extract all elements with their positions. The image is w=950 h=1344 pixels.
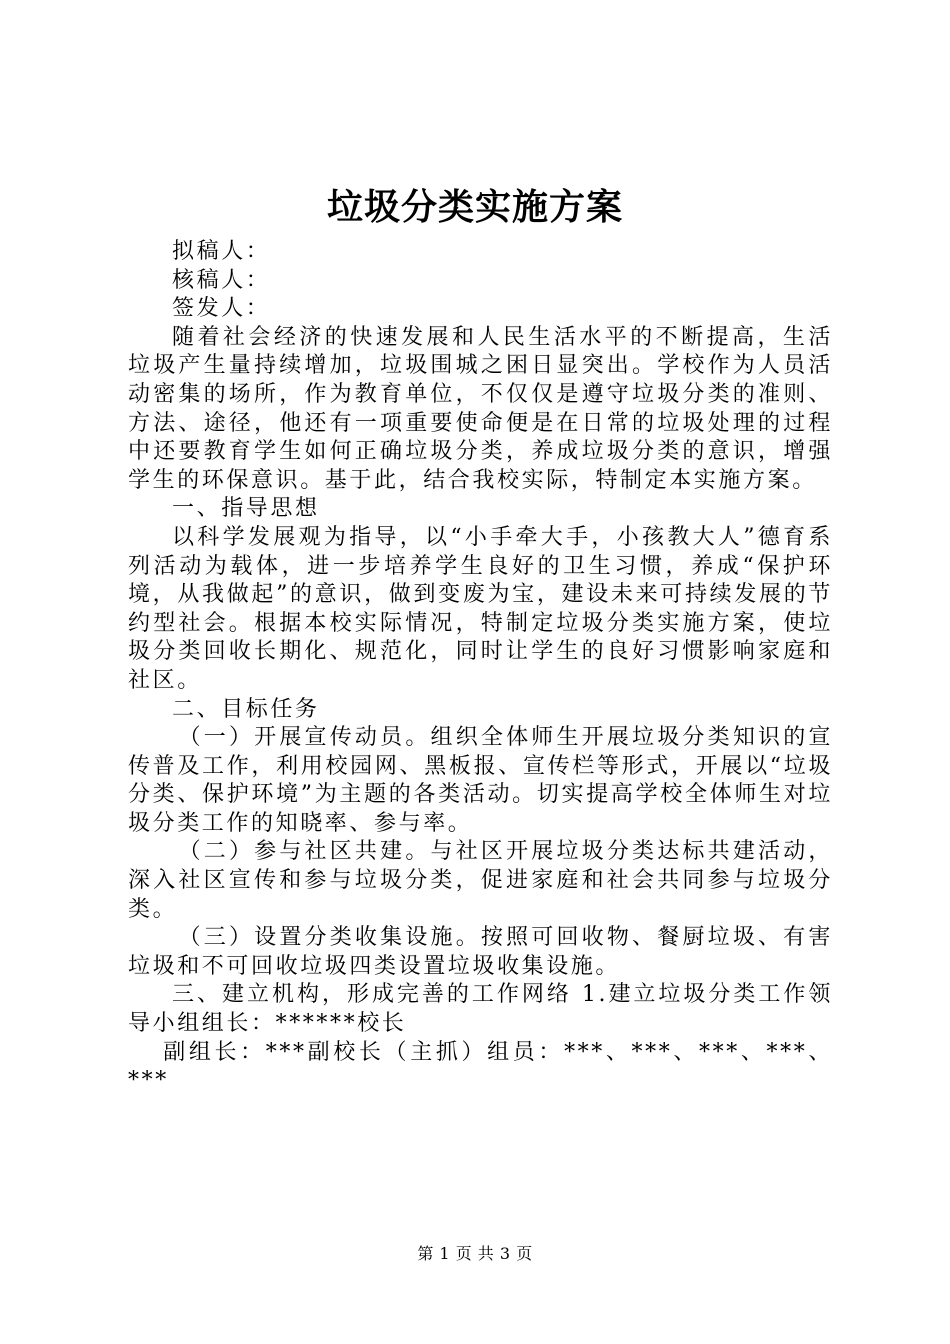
task-paragraph-3: （三）设置分类收集设施。按照可回收物、餐厨垃圾、有害垃圾和不可回收垃圾四类设置垃圾收集设施。 (128, 925, 833, 979)
section-heading-guiding: 一、指导思想 (172, 496, 320, 522)
document-body (128, 238, 833, 1096)
page-footer: 第 1 页 共 3 页 (417, 1244, 533, 1263)
signer-line: 签发人： (172, 296, 271, 322)
reviewer-line: 核稿人： (172, 267, 271, 293)
drafter-line: 拟稿人： (172, 239, 271, 264)
deputy-leader-line: 副组长：***副校长（主抓）组员：***、***、***、***、*** (128, 1039, 833, 1094)
guiding-paragraph: 以科学发展观为指导，以“小手牵大手，小孩教大人”德育系列活动为载体，进一步培养学生良好的卫生习惯，养成“保护环境，从我做起”的意识，做到变废为宝，建设未来可持续发展的节约型社会。根据本校实际情况，特制定垃圾分类实施方案，使垃圾分类回收长期化、规范化，同时让学生的良好习惯影响家庭和社区。 (128, 524, 833, 693)
task-paragraph-2: （二）参与社区共建。与社区开展垃圾分类达标共建活动，深入社区宣传和参与垃圾分类，促进家庭和社会共同参与垃圾分类。 (128, 839, 833, 922)
document-title: 垃圾分类实施方案 (326, 186, 623, 228)
section-heading-organization: 三、建立机构，形成完善的工作网络 1.建立垃圾分类工作领导小组组长：******校长 (128, 982, 833, 1037)
task-paragraph-1: （一）开展宣传动员。组织全体师生开展垃圾分类知识的宣传普及工作，利用校园网、黑板报、宣传栏等形式，开展以“垃圾分类、保护环境”为主题的各类活动。切实提高学校全体师生对垃圾分类工作的知晓率、参与率。 (128, 725, 833, 836)
intro-paragraph: 随着社会经济的快速发展和人民生活水平的不断提高，生活垃圾产生量持续增加，垃圾围城之困日显突出。学校作为人员活动密集的场所，作为教育单位，不仅仅是遵守垃圾分类的准则、方法、途径，他还有一项重要使命便是在日常的垃圾处理的过程中还要教育学生如何正确垃圾分类，养成垃圾分类的意识，增强学生的环保意识。基于此，结合我校实际，特制定本实施方案。 (128, 324, 833, 493)
section-heading-goals: 二、目标任务 (172, 696, 320, 722)
